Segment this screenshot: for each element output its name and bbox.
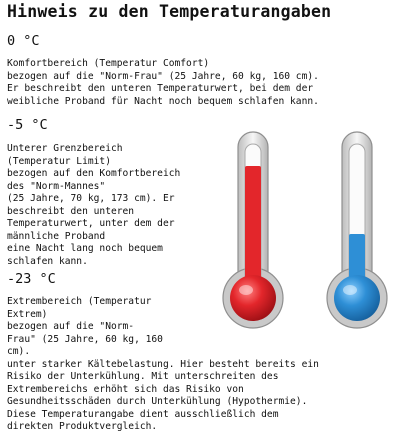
- text-line: Gesundheitsschäden durch Unterkühlung (Hypothermie).: [7, 396, 308, 407]
- section-heading-extreme: -23 °C: [7, 271, 56, 287]
- text-line: Extrembereich (Temperatur: [7, 296, 152, 307]
- thermometer-warm-graphic: [222, 130, 284, 330]
- text-line: eine Nacht lang noch bequem: [7, 243, 163, 254]
- text-line: (Temperatur Limit): [7, 155, 111, 167]
- text-line: (25 Jahre, 70 kg, 173 cm). Er: [7, 193, 175, 204]
- thermometer-warm-fill: [245, 166, 261, 294]
- text-line: Extrem): [7, 308, 48, 320]
- text-line: Unterer Grenzbereich: [7, 143, 123, 154]
- text-line: beschreibt den unteren: [7, 205, 135, 217]
- section-text-limit: [7, 143, 180, 268]
- text-line: direkten Produktvergleich.: [7, 421, 158, 432]
- text-line: Extrembereichs erhöht sich das Risiko von: [7, 383, 244, 395]
- page-title: Hinweis zu den Temperaturangaben: [7, 2, 332, 21]
- text-line: Frau" (25 Jahre, 60 kg, 160: [7, 333, 163, 345]
- text-line: männliche Proband: [7, 230, 106, 242]
- thermometer-warm-icon: [222, 130, 284, 330]
- thermometer-cold-icon: [326, 130, 388, 330]
- text-line: bezogen auf die "Norm-Frau" (25 Jahre, 60 kg, 160 cm).: [7, 70, 319, 82]
- text-line: bezogen auf die "Norm-: [7, 321, 135, 332]
- section-text-comfort: [7, 58, 319, 108]
- text-line: schlafen kann.: [7, 255, 88, 267]
- text-line: Risiko der Unterkühlung. Mit unterschreiten des: [7, 371, 279, 382]
- text-line: bezogen auf den Komfortbereich: [7, 168, 181, 179]
- thermometer-cold-graphic: [326, 130, 388, 330]
- text-line: Diese Temperaturangabe dient ausschließlich dem: [7, 408, 279, 420]
- text-line: des "Norm-Mannes": [7, 180, 106, 192]
- section-heading-limit: -5 °C: [7, 117, 48, 133]
- text-line: Komfortbereich (Temperatur Comfort): [7, 58, 210, 69]
- text-line: weibliche Proband für Nacht noch bequem schlafen kann.: [7, 95, 319, 107]
- text-line: cm).: [7, 346, 31, 357]
- section-heading-comfort: 0 °C: [7, 33, 40, 49]
- text-line: Temperaturwert, unter dem der: [7, 218, 175, 229]
- text-line: Er beschreibt den unteren Temperaturwert, bei dem der: [7, 83, 314, 94]
- text-line: unter starker Kältebelastung. Hier besteht bereits ein: [7, 358, 319, 370]
